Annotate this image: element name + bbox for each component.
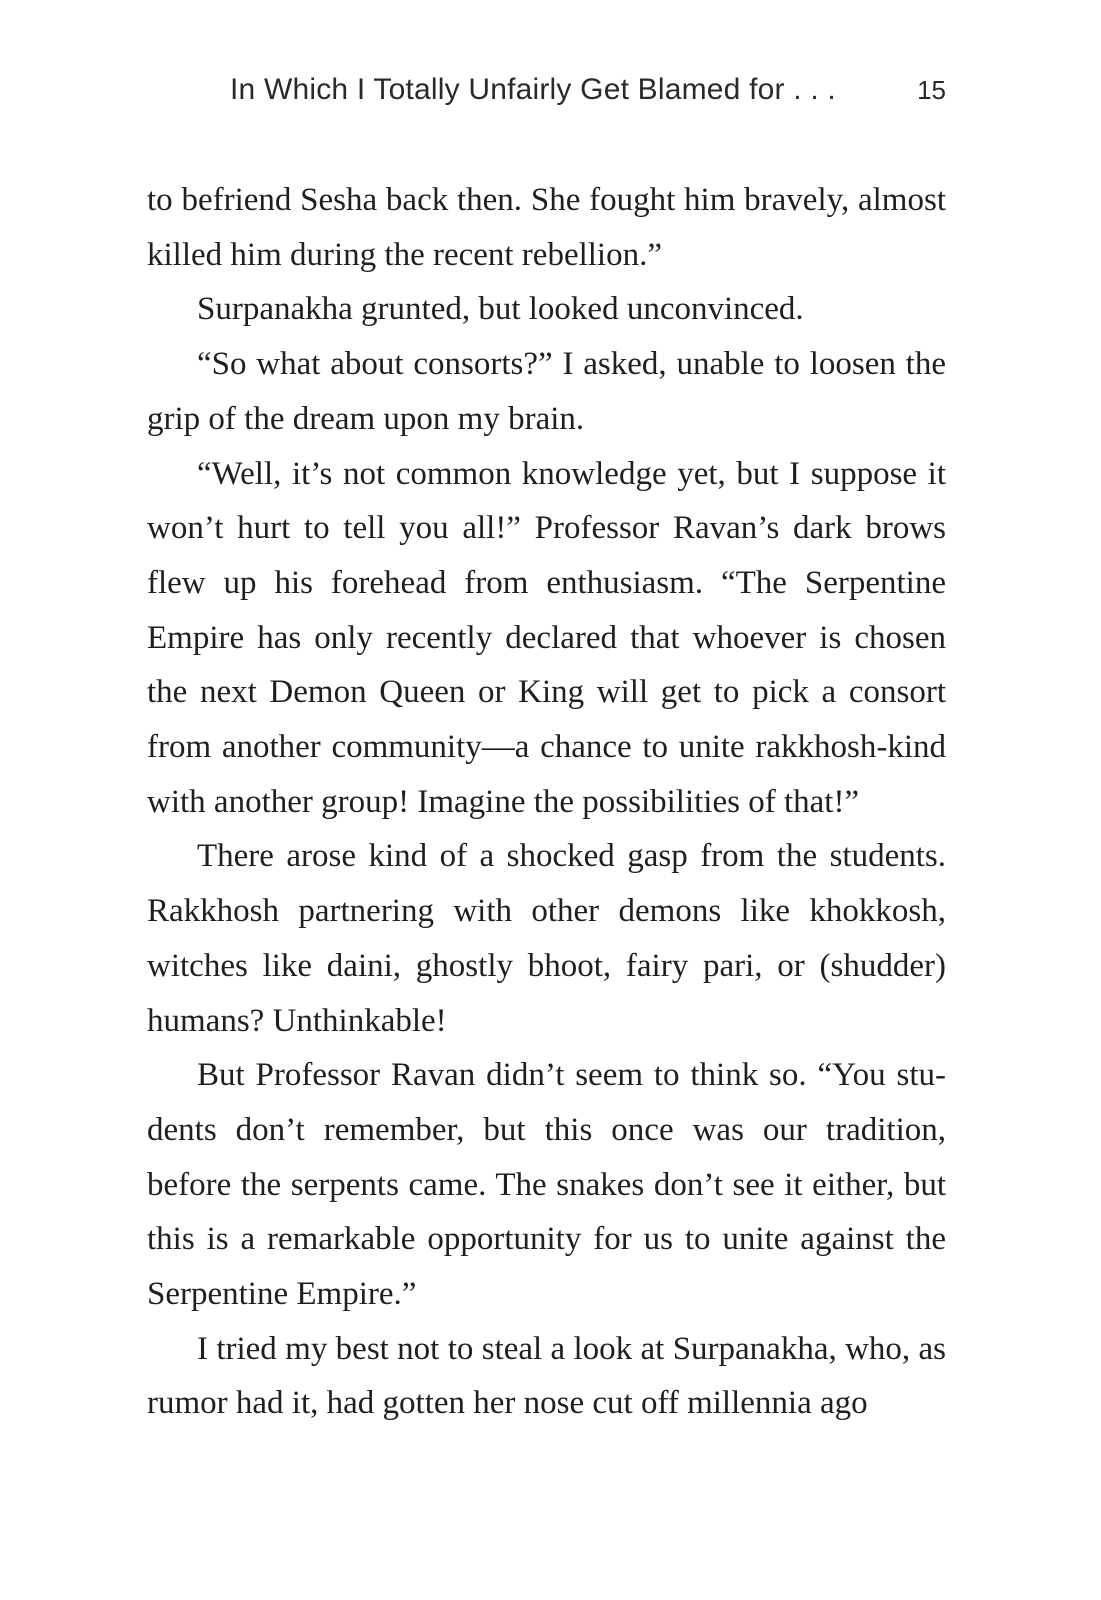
body-text	[147, 173, 946, 1431]
paragraph: I tried my best not to steal a look at Surpanakha, who, as rumor had it, had gotten her nose cut off millennia ago	[147, 1330, 946, 1422]
page-number: 15	[917, 75, 946, 105]
paragraph: “Well, it’s not common knowledge yet, but I suppose it won’t hurt to tell you all!” Professor Ravan’s dark brows flew up his forehead from enthusiasm. “The Serpentine Empire has only recently declared that whoever is chosen the next Demon Queen or King will get to pick a consort from another community—a chance to unite rakkhosh-kind with another group! Imagine the possibilities of that!”	[147, 455, 946, 820]
paragraph: Surpanakha grunted, but looked unconvinced.	[197, 291, 804, 328]
running-head	[230, 68, 946, 112]
paragraph: “So what about consorts?” I asked, unable to loosen the grip of the dream upon my brain.	[147, 346, 946, 437]
paragraph: There arose kind of a shocked gasp from the students. Rakkhosh partnering with other demons like khokkosh, witches like daini, ghostly bhoot, fairy pari, or (shudder) humans? Unthinkable!	[147, 838, 946, 1039]
paragraph: But Professor Ravan didn’t seem to think so. “You students don’t remember, but this once was our tradition, before the serpents came. The snakes don’t see it either, but this is a remarkable opportunity for us to unite against the Serpentine Empire.”	[147, 1057, 946, 1313]
chapter-title-header: In Which I Totally Unfairly Get Blamed for . . .	[230, 73, 836, 106]
paragraph-continued: to befriend Sesha back then. She fought him bravely, almost killed him during the recent rebellion.”	[147, 182, 946, 273]
